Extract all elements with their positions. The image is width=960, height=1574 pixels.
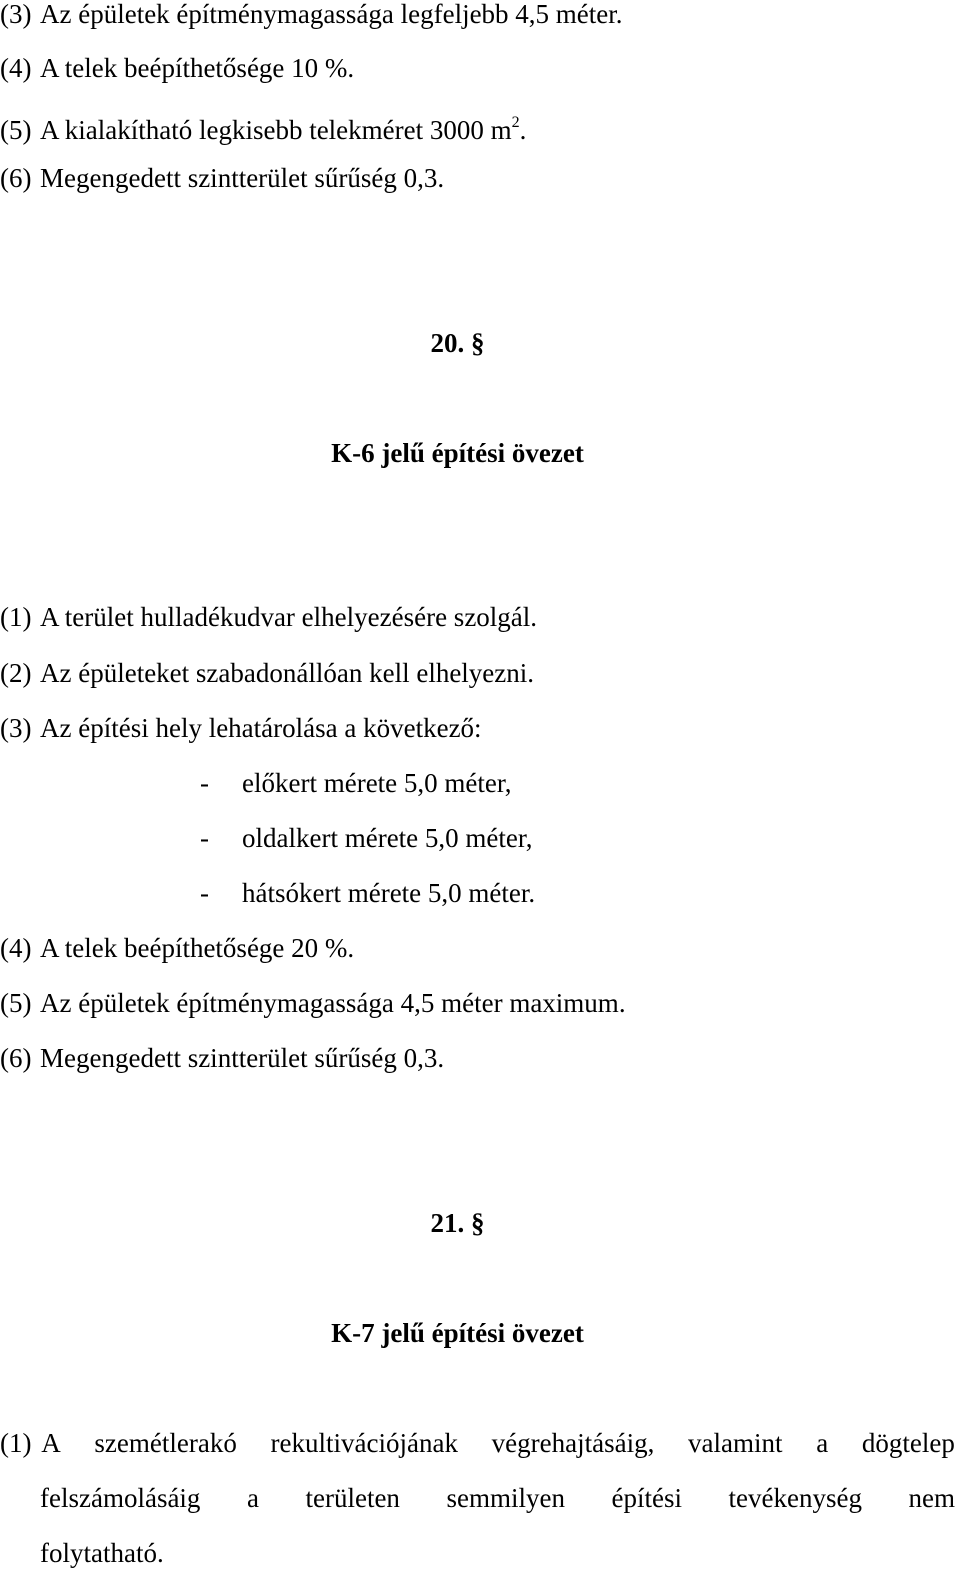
paragraph-text: Az épületek építménymagassága legfeljebb 4,5 méter. (40, 0, 623, 29)
paragraph-1-line-2 (40, 1481, 955, 1515)
paragraph-number: (6) (0, 163, 32, 193)
bullet-dash: - (200, 878, 209, 908)
paragraph-number: (3) (0, 713, 32, 743)
paragraph-text: Az épületeket szabadonállóan kell elhelyezni. (40, 658, 535, 688)
section-21-heading: 21. § (430, 1208, 485, 1238)
word: A (41, 1428, 61, 1458)
paragraph-6 (0, 161, 444, 195)
word: tevékenység (728, 1483, 862, 1513)
paragraph-text: A terület hulladékudvar elhelyezésére szolgál. (40, 602, 538, 632)
section-21-title: K-7 jelű építési övezet (331, 1318, 584, 1348)
paragraph-5 (0, 986, 626, 1020)
bullet-item (200, 876, 535, 910)
paragraph-number: (5) (0, 115, 32, 145)
superscript: 2 (511, 114, 520, 131)
paragraph-number: (1) (0, 602, 32, 632)
paragraph-4 (0, 931, 354, 965)
paragraph-number: (5) (0, 988, 32, 1018)
paragraph-6 (0, 1041, 444, 1075)
section-20-heading: 20. § (430, 328, 485, 358)
bullet-text: előkert mérete 5,0 méter, (242, 768, 512, 798)
paragraph-text: Az építési hely lehatárolása a következő: (40, 713, 482, 743)
paragraph-text: A kialakítható legkisebb telekméret 3000 m (40, 115, 512, 145)
paragraph-number: (4) (0, 53, 32, 83)
paragraph-text: Az épületek építménymagassága 4,5 méter maximum. (40, 988, 626, 1018)
word: területen (305, 1483, 400, 1513)
paragraph-text-end: . (519, 115, 527, 145)
paragraph-number: (2) (0, 658, 32, 688)
paragraph-number: (3) (0, 0, 32, 29)
paragraph-1 (0, 600, 537, 634)
word: valamint (688, 1428, 783, 1458)
paragraph-text: Megengedett szintterület sűrűség 0,3. (40, 1043, 445, 1073)
word: felszámolásáig (40, 1483, 201, 1513)
paragraph-3 (0, 0, 623, 31)
bullet-dash: - (200, 768, 209, 798)
word: a (816, 1428, 829, 1458)
word: nem (908, 1483, 955, 1513)
paragraph-3 (0, 711, 482, 745)
paragraph-number: (4) (0, 933, 32, 963)
paragraph-text: A telek beépíthetősége 20 %. (40, 933, 355, 963)
word: rekultivációjának (270, 1428, 458, 1458)
word: építési (611, 1483, 682, 1513)
bullet-text: hátsókert mérete 5,0 méter. (242, 878, 536, 908)
word: végrehajtásáig, (491, 1428, 655, 1458)
paragraph-1-line-1 (0, 1426, 955, 1460)
bullet-text: oldalkert mérete 5,0 méter, (242, 823, 533, 853)
bullet-dash: - (200, 823, 209, 853)
paragraph-4 (0, 51, 354, 85)
word: (1) (0, 1428, 32, 1458)
bullet-item (200, 766, 512, 800)
word: szemétlerakó (94, 1428, 237, 1458)
paragraph-text: A telek beépíthetősége 10 %. (40, 53, 355, 83)
paragraph-text: Megengedett szintterület sűrűség 0,3. (40, 163, 445, 193)
paragraph-2 (0, 656, 534, 690)
word: a (246, 1483, 259, 1513)
word: semmilyen (446, 1483, 565, 1513)
word: dögtelep (861, 1428, 955, 1458)
paragraph-5 (0, 106, 526, 147)
paragraph-number: (6) (0, 1043, 32, 1073)
section-20-title: K-6 jelű építési övezet (331, 438, 584, 468)
bullet-item (200, 821, 533, 855)
paragraph-1-line-3: folytatható. (40, 1538, 164, 1568)
